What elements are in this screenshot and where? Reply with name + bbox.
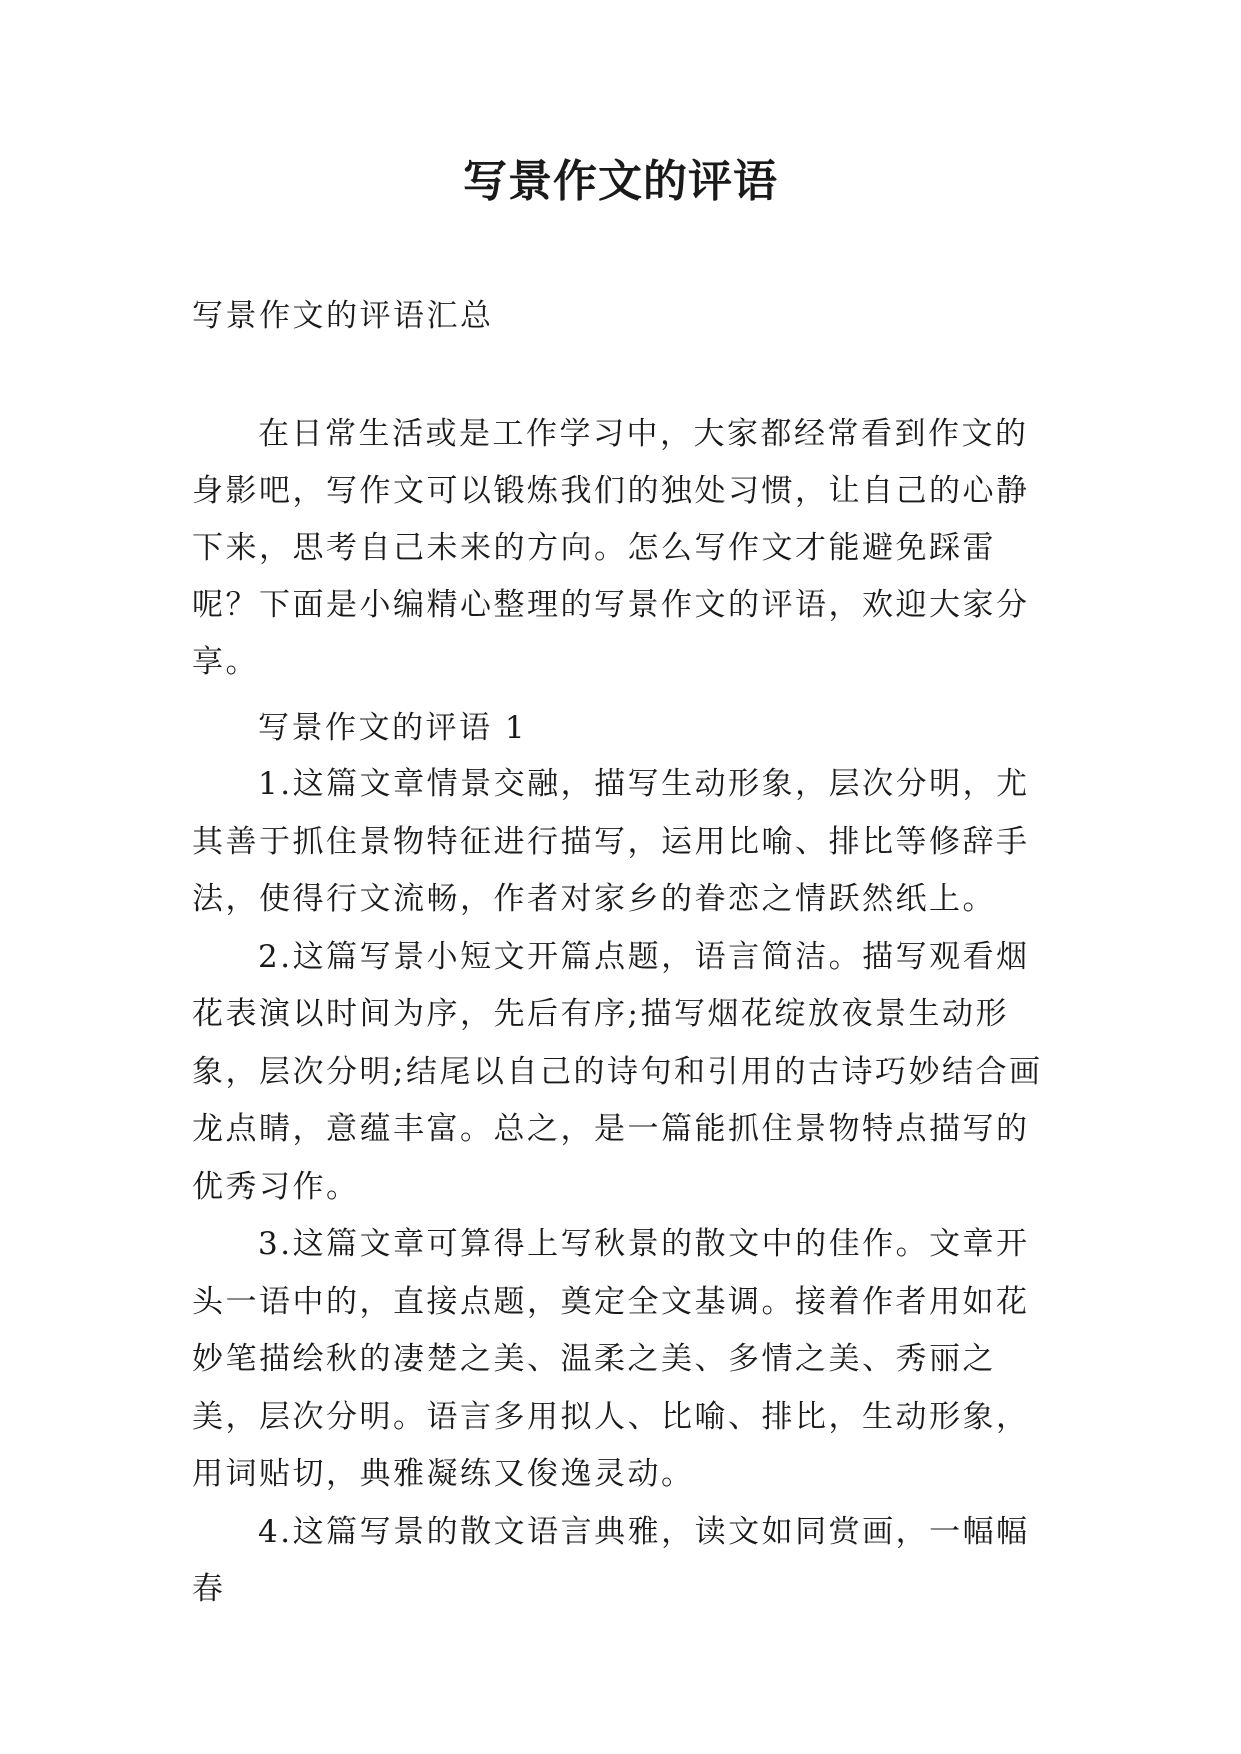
comment-list xyxy=(192,756,1054,1619)
comment-item-2: 2.这篇写景小短文开篇点题，语言简洁。描写观看烟花表演以时间为序，先后有序;描写烟花绽放夜景生动形象，层次分明;结尾以自己的诗句和引用的古诗巧妙结合画龙点睛，意蕴丰富。总之，是一篇能抓住景物特点描写的优秀习作。 xyxy=(192,938,1043,1205)
section-heading: 写景作文的评语 1 xyxy=(258,710,528,746)
comment-item-4: 4.这篇写景的散文语言典雅，读文如同赏画，一幅幅春 xyxy=(192,1513,1030,1607)
comment-item-3: 3.这篇文章可算得上写秋景的散文中的佳作。文章开头一语中的，直接点题，奠定全文基调。接着作者用如花妙笔描绘秋的凄楚之美、温柔之美、多情之美、秀丽之美，层次分明。语言多用拟人、比喻、排比，生动形象，用词贴切，典雅凝练又俊逸灵动。 xyxy=(192,1226,1030,1492)
page-title: 写景作文的评语 xyxy=(463,156,778,207)
comment-item-1: 1.这篇文章情景交融，描写生动形象，层次分明，尤其善于抓住景物特征进行描写，运用比喻、排比等修辞手法，使得行文流畅，作者对家乡的眷恋之情跃然纸上。 xyxy=(192,766,1030,917)
document-subtitle: 写景作文的评语汇总 xyxy=(192,298,494,334)
intro-paragraph: 在日常生活或是工作学习中，大家都经常看到作文的身影吧，写作文可以锻炼我们的独处习惯，让自己的心静下来，思考自己未来的方向。怎么写作文才能避免踩雷呢？下面是小编精心整理的写景作文的评语，欢迎大家分享。 xyxy=(192,416,1030,680)
